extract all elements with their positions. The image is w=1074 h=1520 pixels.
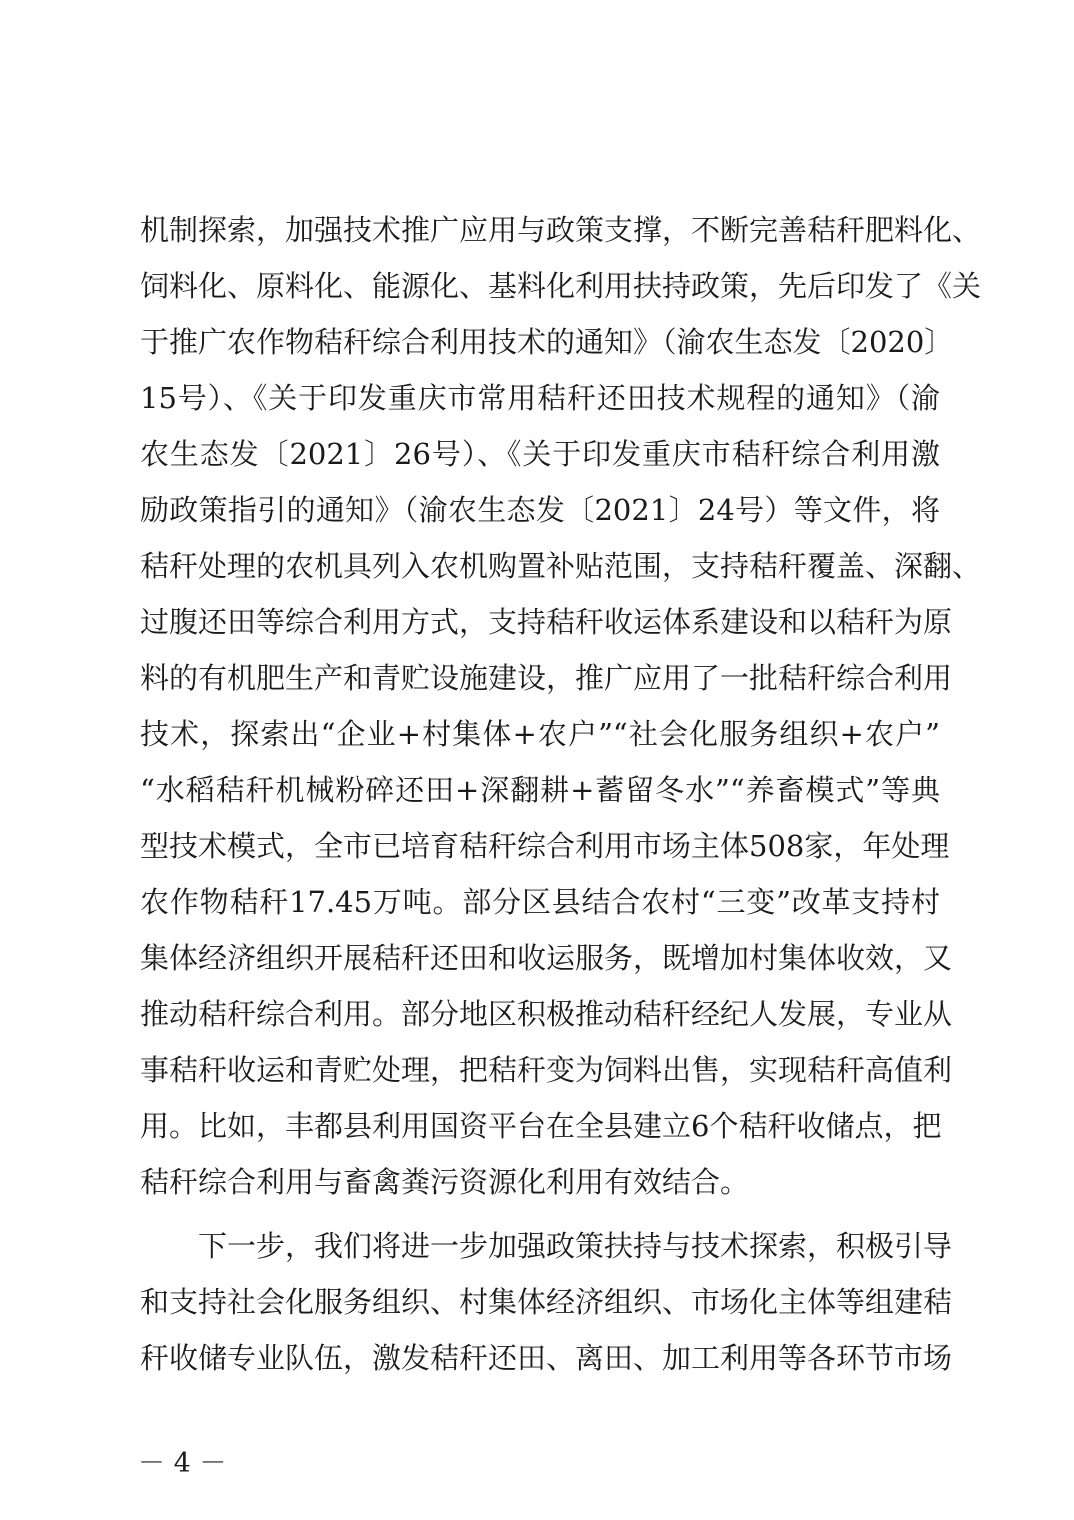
text-line: 推动秸秆综合利用。部分地区积极推动秸秆经纪人发展，专业从 [140,997,953,1031]
page-number: － 4 － [138,1448,227,1479]
text-line: 秆收储专业队伍，激发秸秆还田、离田、加工利用等各环节市场 [140,1341,953,1375]
text-line: 励政策指引的通知》（渝农生态发〔2021〕24号）等文件，将 [140,493,940,527]
text-line: 事秸秆收运和青贮处理，把秸秆变为饲料出售，实现秸秆高值利 [140,1053,953,1087]
text-line: 用。比如，丰都县利用国资平台在全县建立6个秸秆收储点，把 [140,1109,942,1143]
text-line: 农作物秸秆17.45万吨。部分区县结合农村“三变”改革支持村 [140,885,940,919]
text-line: 饲料化、原料化、能源化、基料化利用扶持政策，先后印发了《关 [140,269,982,303]
text-line: 和支持社会化服务组织、村集体经济组织、市场化主体等组建秸 [140,1285,953,1319]
body-text [140,202,982,1386]
text-line: 秸秆综合利用与畜禽粪污资源化利用有效结合。 [140,1165,750,1199]
text-line: 于推广农作物秸秆综合利用技术的通知》（渝农生态发〔2020〕 [140,325,954,359]
text-line: 秸秆处理的农机具列入农机购置补贴范围，支持秸秆覆盖、深翻、 [140,549,982,583]
text-line: 下一步，我们将进一步加强政策扶持与技术探索，积极引导 [198,1229,953,1263]
paragraph-1 [140,202,982,1210]
text-line: 型技术模式，全市已培育秸秆综合利用市场主体508家，年处理 [140,829,950,863]
text-line: 技术，探索出“企业+村集体+农户”“社会化服务组织+农户” [140,717,940,751]
text-line: 农生态发〔2021〕26号）、《关于印发重庆市秸秆综合利用激 [140,437,940,471]
paragraph-2 [140,1218,953,1386]
paragraph-gap [140,1210,940,1218]
text-line: “水稻秸秆机械粉碎还田+深翻耕+蓄留冬水”“养畜模式”等典 [140,773,940,807]
text-line: 料的有机肥生产和青贮设施建设，推广应用了一批秸秆综合利用 [140,661,953,695]
text-line: 机制探索，加强技术推广应用与政策支撑，不断完善秸秆肥料化、 [140,213,982,247]
text-line: 过腹还田等综合利用方式，支持秸秆收运体系建设和以秸秆为原 [140,605,953,639]
text-line: 集体经济组织开展秸秆还田和收运服务，既增加村集体收效，又 [140,941,953,975]
text-line: 15号）、《关于印发重庆市常用秸秆还田技术规程的通知》（渝 [140,381,940,415]
